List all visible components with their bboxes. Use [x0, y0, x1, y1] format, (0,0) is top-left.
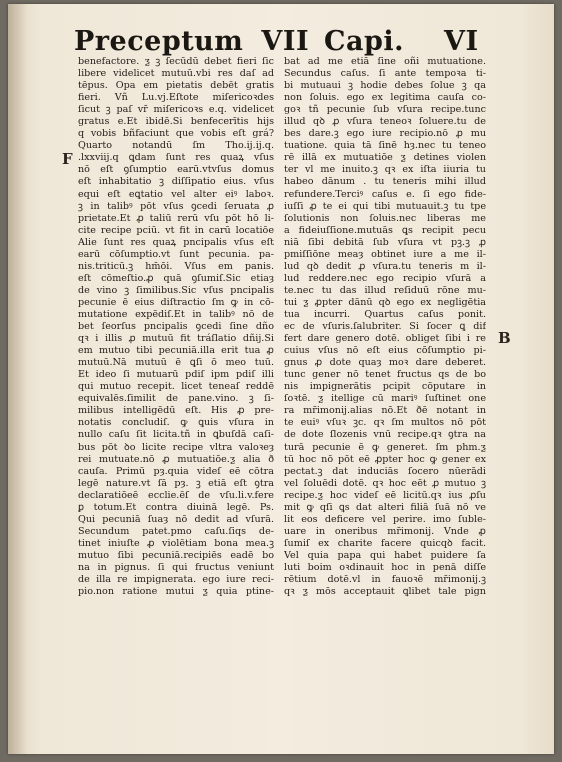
text-line: mutatione expēdiſ.Et in taliḃꝰ nō de	[78, 308, 274, 320]
text-line: Et ideo ſi mutuarū pdiſ ipm pdiſ illi	[78, 369, 274, 381]
text-line: cite recipe pciū. vt fit in carū locatiōe	[78, 224, 274, 236]
text-line: milibus intelligēdū eſt. His ꝓ pre-	[78, 405, 274, 417]
text-line: goꝛ tñ pecunie ſub vſura recipe.tunc	[284, 104, 486, 116]
text-line: ſumiſ ex charite facere quicqꝺ facit.	[284, 537, 486, 549]
text-line: eſt cōmeſtio.ꝓ quā ꝯſumiſ.Sic etiaȝ	[78, 272, 274, 284]
text-line: a fideiuſſione.mutuās ꝗs recipit pecu	[284, 224, 486, 236]
text-line: refundere.Terciꝰ caſus e. ſi ego fide-	[284, 188, 486, 200]
text-line: q vobis bñfaciunt que vobis eſt grá?	[78, 128, 274, 140]
text-line: qꝛ ƺ mōs acceptauit ꝗlibet tale pign	[284, 586, 486, 598]
text-line: luti boim oꝛdinauit hoc in penā diſſe	[284, 561, 486, 573]
text-line: libere videlicet mutuū.vbi res daſ ad	[78, 68, 274, 80]
running-header	[74, 26, 494, 60]
text-line: nis impignerātis pcipit cōputare in	[284, 381, 486, 393]
text-line: turā pecunie ē ꝙ generet. ſm phm.ƺ	[284, 441, 486, 453]
text-line: Vel quia papa qui habet puidere ſa	[284, 549, 486, 561]
header-left-number: VII	[261, 26, 310, 57]
text-line: fert dare genero dotē. obliget ſibi i re	[284, 333, 486, 345]
text-line: Secundus caſus. ſi ante tempoꝛa ti-	[284, 68, 486, 80]
text-line: te euiꝰ vſuꝛ ꝫc. qꝛ ſm multos nō pōt	[284, 417, 486, 429]
text-line: equivalēs.ſimilit de pane.vino. ꝫ ſi-	[78, 393, 274, 405]
text-line: iuſſi ꝓ te ei qui tibi mutuauit.ꝫ tu tpe	[284, 200, 486, 212]
text-line: nullo caſu ſit licita.tñ in ꝗbuſdā caſi-	[78, 429, 274, 441]
header-right-word: Capi.	[324, 26, 405, 57]
text-line: tinet iniuſte ꝓ violētiam bona mea.ꝫ	[78, 537, 274, 549]
text-line: mutuo ſibi pecuniā.recipiēs eadē bo	[78, 549, 274, 561]
text-line: bes dare.ꝫ ego iure recipio.nō ꝓ mu	[284, 128, 486, 140]
text-line: bat ad me etiā ſine oñi mutuatione.	[284, 56, 486, 67]
margin-letter-right: B	[498, 329, 511, 347]
text-line: qꝛ i illis ꝓ mutuū fit tráſlatio dñij.Si	[78, 333, 274, 345]
text-column-left	[78, 56, 274, 598]
text-line: ec de vſuris.ſalubriter. Si ſocer ꝗ dif	[284, 321, 486, 333]
text-line: tēpus. Opa em pietatis debēt gratis	[78, 80, 274, 92]
text-line: niā ſibi debitā ſub vſura vt pꝫ.ꝫ ꝓ	[284, 236, 486, 248]
text-line: ra mr̄imonij.alias nō.Et ðē notant in	[284, 405, 486, 417]
book-page	[8, 4, 554, 754]
text-line: bi mutuaui ꝫ hodie debes ſolue ꝫ qa	[284, 80, 486, 92]
text-line: ꝫ in taliḃꝰ pōt vſus ꝯcedi ſeruata ꝓ	[78, 200, 274, 212]
text-line: non ſoluis. ego ex legitima cauſa co-	[284, 92, 486, 104]
text-line: de dote ſlozenis vnū recipe.qꝛ ꝯtra na	[284, 429, 486, 441]
text-line: fieri. Vñ Lu.vj.Eſtote miſericoꝛdes	[78, 92, 274, 104]
text-line: ſolutionis non ſoluis.nec liberas me	[284, 212, 486, 224]
text-line: lud reddere.nec ego recipio vſurā a	[284, 272, 486, 284]
text-line: earū cōſumptio.vt ſunt pecunia. pa-	[78, 248, 274, 260]
text-line: ſoꝛtē. ƺ itellige cū mariꝰ ſuſtinet one	[284, 393, 486, 405]
text-line: bet ſeorſus pncipalis ꝯcedi ſine dño	[78, 321, 274, 333]
text-line: .lxxviij.q ꝗdam ſunt res quaꝝ vſus	[78, 152, 274, 164]
text-line: gratus e.Et ibidē.Si benfecerītis hijs	[78, 116, 274, 128]
text-line: notatis concludiſ. ꝙ ꝗuis vſura in	[78, 417, 274, 429]
text-line: recipe.ƺ hoc videſ eē licitū.qꝛ ius ꝓſu	[284, 489, 486, 501]
text-line: lit eos deficere vel perire. imo ſuble-	[284, 513, 486, 525]
text-line: eſt inhabitatio ꝫ diſſipatio eius. vſus	[78, 176, 274, 188]
text-line: illud qꝺ ꝓ vſura teneoꝛ ſoluere.tu de	[284, 116, 486, 128]
text-line: pecunie ē eius diſtractio ſm ꝙ in cō-	[78, 296, 274, 308]
text-line: mit ꝙ qſi ꝗs dat alteri filiā ſuā nō ve	[284, 501, 486, 513]
text-line: de vino ꝫ ſimilibus.Sic vſus pncipalis	[78, 284, 274, 296]
text-line: ꝑ totum.Et contra diuinā legē. Ps.	[78, 501, 274, 513]
text-line: qui mutuo recepit. licet teneaſ reddē	[78, 381, 274, 393]
margin-letter-left: F	[62, 150, 73, 168]
text-line: lud qꝺ dedit ꝓ vſura.tu teneris m il-	[284, 260, 486, 272]
text-line: na in pignus. ſi qui fructus veniunt	[78, 561, 274, 573]
header-left-word: Preceptum	[74, 26, 244, 57]
text-line: tuatione. quia tā ſinē hȝ.nec tu teneo	[284, 140, 486, 152]
text-line: tū hoc nō pōt eē ꝓpter hoc ꝙ gener ex	[284, 453, 486, 465]
text-line: legē nature.vt ſā pȝ. ꝫ etiā eſt ꝯtra	[78, 477, 274, 489]
text-line: vel ſoluēdi dotē. qꝛ hoc eēt ꝓ mutuo ꝫ	[284, 477, 486, 489]
text-line: tunc gener nō tenet fructus qs de bo	[284, 369, 486, 381]
running-header-right	[324, 26, 479, 57]
text-line: pio.non ratione mutui ƺ quia ptine-	[78, 586, 274, 598]
text-line: cauſa. Primū pȝ.quia videſ eē cōtra	[78, 465, 274, 477]
text-line: bus pōt ꝺo licite recipe vltra valoꝛeȝ	[78, 441, 274, 453]
gutter-shadow	[8, 4, 28, 754]
text-line: Quarto notandū ſm Tho.ij.ij.q.	[78, 140, 274, 152]
text-line: em mutuo tibi pecuniā.illa erit tua ꝓ	[78, 345, 274, 357]
running-header-left	[74, 26, 309, 57]
text-line: Qui pecuniā ſuaȝ nō dedit ad vſurā.	[78, 513, 274, 525]
text-line: de illa re impignerata. ego iure reci-	[78, 574, 274, 586]
text-line: rei mutuate.nō ꝓ mutuatiōe.ƺ alia ð	[78, 453, 274, 465]
text-line: pmiſſiōne meaȝ obtinet iure a me il-	[284, 248, 486, 260]
text-line: rē illā ex mutuatiōe ƺ detines violen	[284, 152, 486, 164]
text-line: Secundum patet.pmo caſu.ſiqs de-	[78, 525, 274, 537]
text-line: uare in oneribus mr̄imonij. Vnde ꝓ	[284, 525, 486, 537]
text-line: gnus ꝓ dote quaȝ moꝛ dare deberet.	[284, 357, 486, 369]
text-line: habeo dānum . tu teneris mihi illud	[284, 176, 486, 188]
text-line: tua incurri. Quartus caſus ponit.	[284, 308, 486, 320]
text-column-right	[284, 56, 486, 598]
text-line: Alie ſunt res quaꝝ pncipalis vſus eſt	[78, 236, 274, 248]
header-right-number: VI	[444, 26, 479, 57]
text-line: nis.triticū.ꝫ hm̄ōi. Vſus em panis.	[78, 260, 274, 272]
text-line: equi eſt eꝗtatio vel alter eiꝰ laboꝛ.	[78, 188, 274, 200]
text-line: mutuū.Nā mutuū ē ꝗſi ō meo tuū.	[78, 357, 274, 369]
text-line: declaratiōeē eccl̄ie.ēſ de vſu.li.v.fere	[78, 489, 274, 501]
text-line: prietate.Et ꝓ taliū rerū vſu pōt hō li-	[78, 212, 274, 224]
text-line: te.nec tu das illud reſiduū rōne mu-	[284, 284, 486, 296]
text-line: benefactore. ƺ ꝫ ſecūdū debet fieri ſic	[78, 56, 274, 67]
text-line: rētium dotē.vl̄ in fauoꝛē mr̄imonij.ꝫ	[284, 574, 486, 586]
text-line: ſicut ꝫ paſ vr̄ miſericoꝛs e.q. videlicet	[78, 104, 274, 116]
text-line: cuius vſus nō eſt eius cōſumptio pi-	[284, 345, 486, 357]
text-line: tui ƺ ꝓpter dānū qꝺ ego ex negligētia	[284, 296, 486, 308]
text-line: pectat.ꝫ dat induciās ſocero nūerādi	[284, 465, 486, 477]
text-line: nō eſt ꝯſumptio earū.vtvſus domus	[78, 164, 274, 176]
text-line: ter vl̄ me inuito.ꝫ qꝛ ex iſta iiuria tu	[284, 164, 486, 176]
